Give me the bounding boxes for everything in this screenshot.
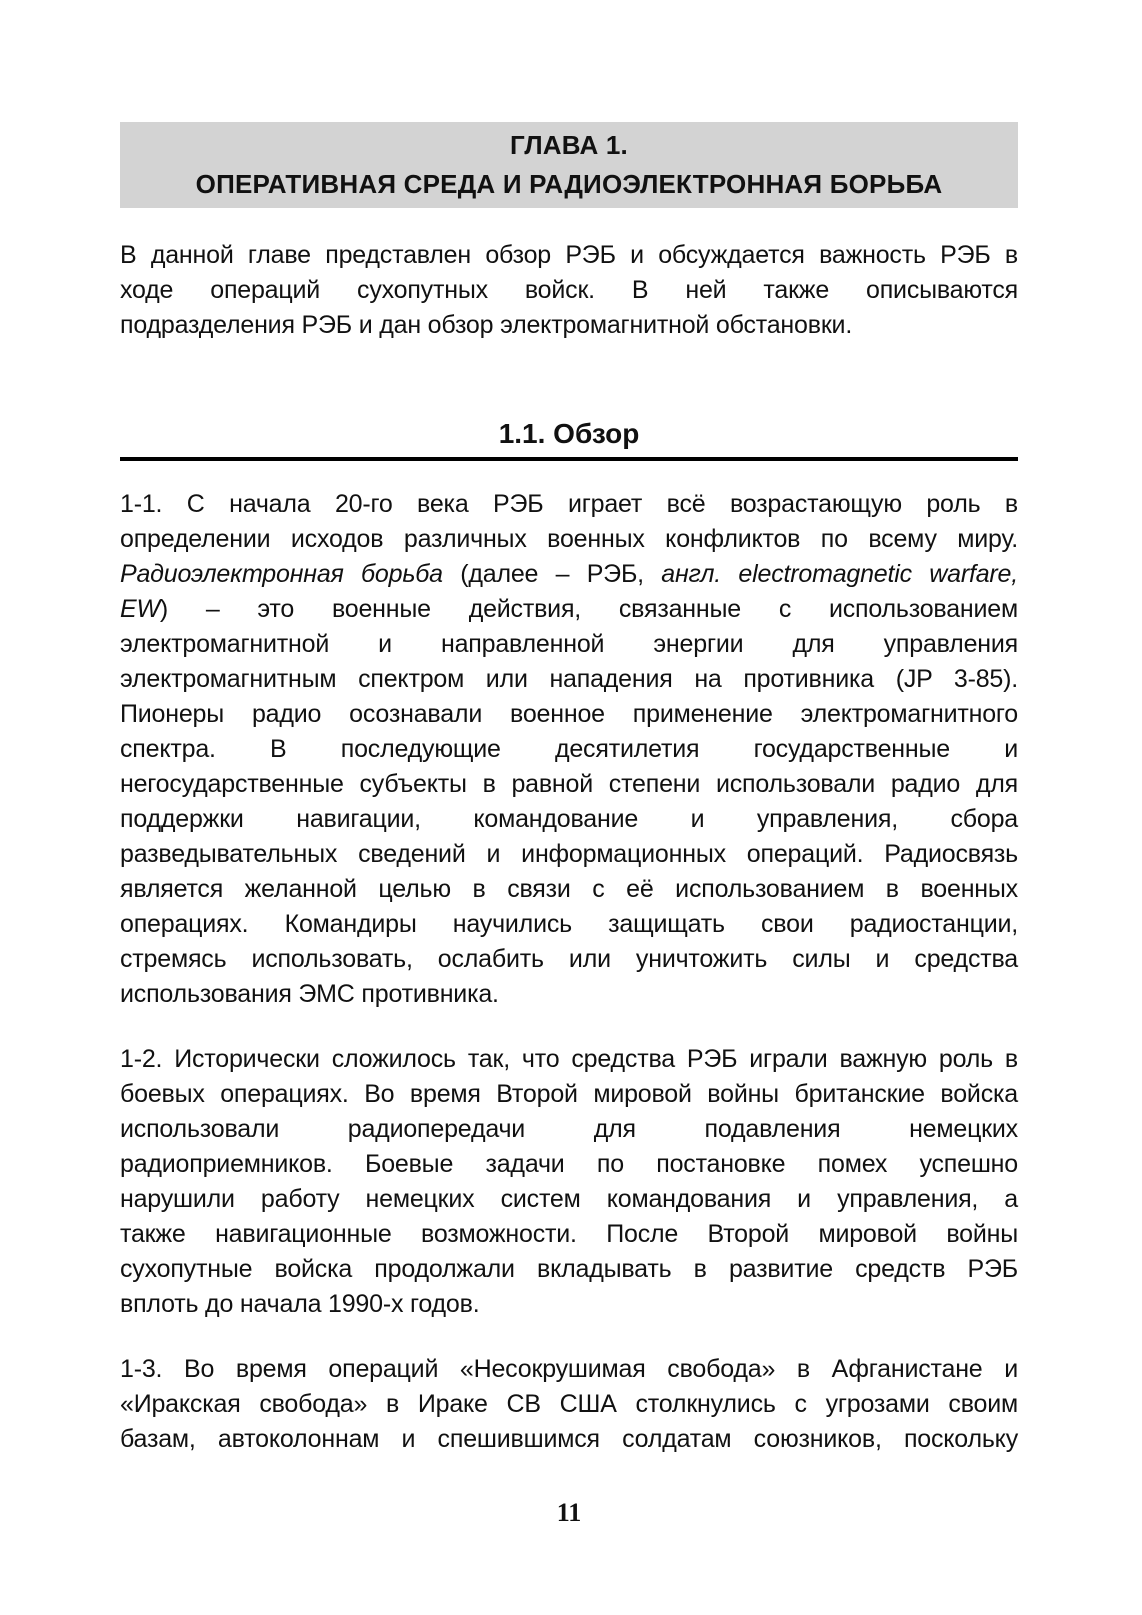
text-line bbox=[120, 1077, 1018, 1112]
chapter-title: ОПЕРАТИВНАЯ СРЕДА И РАДИОЭЛЕКТРОННАЯ БОРЬБА bbox=[195, 169, 943, 199]
text-line bbox=[120, 1422, 1018, 1457]
text-run: поддержки навигации, командование и управления, сбора bbox=[120, 805, 1018, 833]
text-line bbox=[120, 907, 1018, 942]
section-heading: 1.1. Обзор bbox=[498, 418, 640, 449]
text-run: В данной главе представлен обзор РЭБ и обсуждается важность РЭБ в bbox=[120, 241, 1018, 269]
text-line bbox=[120, 1042, 1018, 1077]
text-run: электромагнитной и направленной энергии для управления bbox=[120, 630, 1018, 658]
paragraph bbox=[120, 238, 1018, 343]
text-run: операциях. Командиры научились защищать свои радиостанции, bbox=[120, 910, 1018, 938]
text-line bbox=[120, 802, 1018, 837]
text-line bbox=[120, 1287, 1018, 1322]
page-number: 11 bbox=[556, 1498, 582, 1527]
text-run: вплоть до начала 1990-х годов. bbox=[120, 1290, 480, 1318]
text-line bbox=[120, 238, 1018, 273]
text-line bbox=[120, 627, 1018, 662]
text-line bbox=[120, 767, 1018, 802]
text-line bbox=[120, 487, 1018, 522]
text-line bbox=[120, 697, 1018, 732]
text-line bbox=[120, 273, 1018, 308]
text-run: спектра. В последующие десятилетия государственные и bbox=[120, 735, 1018, 763]
text-line bbox=[120, 1252, 1018, 1287]
paragraph bbox=[120, 1042, 1018, 1322]
text-run: Пионеры радио осознавали военное применение электромагнитного bbox=[120, 700, 1018, 728]
text-run: является желанной целью в связи с её использованием в военных bbox=[120, 875, 1018, 903]
text-line bbox=[120, 1147, 1018, 1182]
text-run: ходе операций сухопутных войск. В ней также описываются bbox=[120, 276, 1018, 304]
text-line bbox=[120, 308, 1018, 343]
text-line bbox=[120, 662, 1018, 697]
text-line bbox=[120, 522, 1018, 557]
text-run: нарушили работу немецких систем командования и управления, а bbox=[120, 1185, 1018, 1213]
text-run: боевых операциях. Во время Второй мировой войны британские войска bbox=[120, 1080, 1018, 1108]
text-line bbox=[120, 1352, 1018, 1387]
text-run: 1-3. Во время операций «Несокрушимая свобода» в Афганистане и bbox=[120, 1355, 1018, 1383]
text-line bbox=[120, 872, 1018, 907]
italic-text-run: EW bbox=[120, 595, 160, 623]
text-run: (далее – РЭБ, bbox=[460, 560, 662, 588]
page-footer bbox=[120, 1498, 1018, 1528]
paragraph bbox=[120, 487, 1018, 1012]
text-line bbox=[120, 942, 1018, 977]
text-run: использовали радиопередачи для подавления немецких bbox=[120, 1115, 1018, 1143]
text-line bbox=[120, 1387, 1018, 1422]
paragraph bbox=[120, 1352, 1018, 1457]
chapter-header bbox=[120, 122, 1018, 208]
text-line bbox=[120, 557, 1018, 592]
text-line bbox=[120, 1182, 1018, 1217]
text-run: электромагнитным спектром или нападения на противника (JP 3-85). bbox=[120, 665, 1018, 693]
document-page bbox=[120, 0, 1018, 1457]
text-run: базам, автоколоннам и спешившимся солдатам союзников, поскольку bbox=[120, 1425, 1018, 1453]
text-run: 1-2. Исторически сложилось так, что средства РЭБ играли важную роль в bbox=[120, 1045, 1018, 1073]
text-run: негосударственные субъекты в равной степени использовали радио для bbox=[120, 770, 1018, 798]
body-paragraphs-container bbox=[120, 487, 1018, 1457]
text-run: использования ЭМС противника. bbox=[120, 980, 499, 1008]
text-run: сухопутные войска продолжали вкладывать в развитие средств РЭБ bbox=[120, 1255, 1018, 1283]
text-run: радиоприемников. Боевые задачи по постановке помех успешно bbox=[120, 1150, 1018, 1178]
text-run: подразделения РЭБ и дан обзор электромагнитной обстановки. bbox=[120, 311, 853, 339]
text-line bbox=[120, 837, 1018, 872]
text-run: также навигационные возможности. После Второй мировой войны bbox=[120, 1220, 1018, 1248]
text-line bbox=[120, 1217, 1018, 1252]
text-run: стремясь использовать, ослабить или уничтожить силы и средства bbox=[120, 945, 1018, 973]
chapter-number: ГЛАВА 1. bbox=[510, 130, 628, 160]
text-line bbox=[120, 732, 1018, 767]
italic-text-run: Радиоэлектронная борьба bbox=[120, 560, 461, 588]
text-run: определении исходов различных военных конфликтов по всему миру. bbox=[120, 525, 1018, 553]
text-line bbox=[120, 1112, 1018, 1147]
text-run: разведывательных сведений и информационных операций. Радиосвязь bbox=[120, 840, 1018, 868]
text-run: ) – это военные действия, связанные с использованием bbox=[159, 595, 1018, 623]
text-line bbox=[120, 592, 1018, 627]
text-line bbox=[120, 977, 1018, 1012]
section-divider bbox=[120, 457, 1018, 461]
italic-text-run: англ. electromagnetic warfare, bbox=[661, 560, 1018, 588]
text-run: 1-1. С начала 20-го века РЭБ играет всё возрастающую роль в bbox=[120, 490, 1018, 518]
intro-paragraph-container bbox=[120, 238, 1018, 343]
text-run: «Иракская свобода» в Ираке СВ США столкнулись с угрозами своим bbox=[120, 1390, 1018, 1418]
